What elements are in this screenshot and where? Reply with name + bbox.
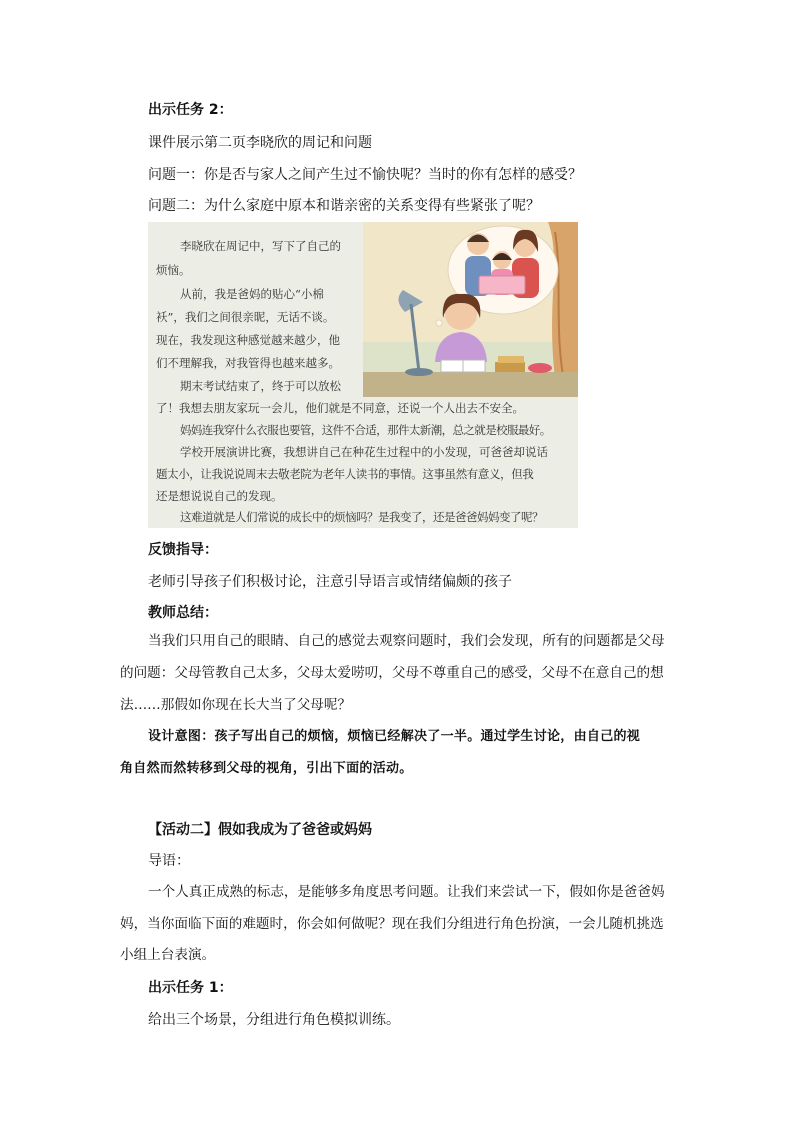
textbook-excerpt xyxy=(148,222,578,528)
textbook-line: 期末考试结束了，终于可以放松 xyxy=(180,379,341,393)
textbook-line: 们不理解我，对我管得也越来越多。 xyxy=(156,356,340,370)
activity-two-title: 【活动二】假如我成为了爸爸或妈妈 xyxy=(148,822,372,838)
textbook-line: 现在，我发现这种感觉越来越少，他 xyxy=(156,333,340,347)
question-one: 问题一：你是否与家人之间产生过不愉快呢？当时的你有怎样的感受？ xyxy=(148,167,582,183)
textbook-line: 妈妈连我穿什么衣服也要管，这件不合适，那件太新潮，总之就是校服最好。 xyxy=(180,423,551,437)
feedback-heading: 反馈指导： xyxy=(148,542,218,558)
girl-study-illustration xyxy=(363,222,578,397)
textbook-line: 从前，我是爸妈的贴心“小棉 xyxy=(180,287,324,301)
intro-line: 一个人真正成熟的标志，是能够多角度思考问题。让我们来尝试一下，假如你是爸爸妈 xyxy=(148,884,665,900)
design-intent-line: 设计意图：孩子写出自己的烦恼，烦恼已经解决了一半。通过学生讨论，由自己的视 xyxy=(148,729,641,744)
textbook-line: 学校开展演讲比赛，我想讲自己在种花生过程中的小发现，可爸爸却说话 xyxy=(180,445,548,459)
textbook-line: 袄”，我们之间很亲昵，无话不谈。 xyxy=(156,310,335,324)
textbook-line: 题太小，让我说说周末去敬老院为老年人读书的事情。这事虽然有意义，但我 xyxy=(156,467,534,481)
intro-line: 小组上台表演。 xyxy=(120,947,216,963)
intro-line: 妈，当你面临下面的难题时，你会如何做呢？现在我们分组进行角色扮演，一会儿随机挑选 xyxy=(120,916,664,932)
summary-heading: 教师总结： xyxy=(148,605,218,621)
task1-text: 给出三个场景，分组进行角色模拟训练。 xyxy=(148,1012,400,1028)
textbook-line: 这难道就是人们常说的成长中的烦恼吗？是我变了，还是爸爸妈妈变了呢？ xyxy=(180,510,543,524)
textbook-line: 了！我想去朋友家玩一会儿，他们就是不同意，还说一个人出去不安全。 xyxy=(156,401,524,415)
feedback-text: 老师引导孩子们积极讨论，注意引导语言或情绪偏颇的孩子 xyxy=(148,574,512,590)
question-two: 问题二：为什么家庭中原本和谐亲密的关系变得有些紧张了呢？ xyxy=(148,198,540,214)
summary-line: 法……那假如你现在长大当了父母呢？ xyxy=(120,697,352,713)
task1-heading: 出示任务 1： xyxy=(148,980,233,996)
textbook-line: 还是想说说自己的发现。 xyxy=(156,489,283,503)
intro-label: 导语： xyxy=(148,853,190,869)
design-intent-line: 角自然而然转移到父母的视角，引出下面的活动。 xyxy=(120,761,413,776)
summary-line: 的问题：父母管教自己太多，父母太爱唠叨，父母不尊重自己的感受，父母不在意自己的想 xyxy=(120,665,664,681)
task2-line: 课件展示第二页李晓欣的周记和问题 xyxy=(148,135,372,151)
textbook-line: 烦恼。 xyxy=(156,263,191,277)
task2-heading: 出示任务 2： xyxy=(148,102,233,118)
textbook-line: 李晓欣在周记中，写下了自己的 xyxy=(180,239,341,253)
summary-line: 当我们只用自己的眼睛、自己的感觉去观察问题时，我们会发现，所有的问题都是父母 xyxy=(148,633,665,649)
